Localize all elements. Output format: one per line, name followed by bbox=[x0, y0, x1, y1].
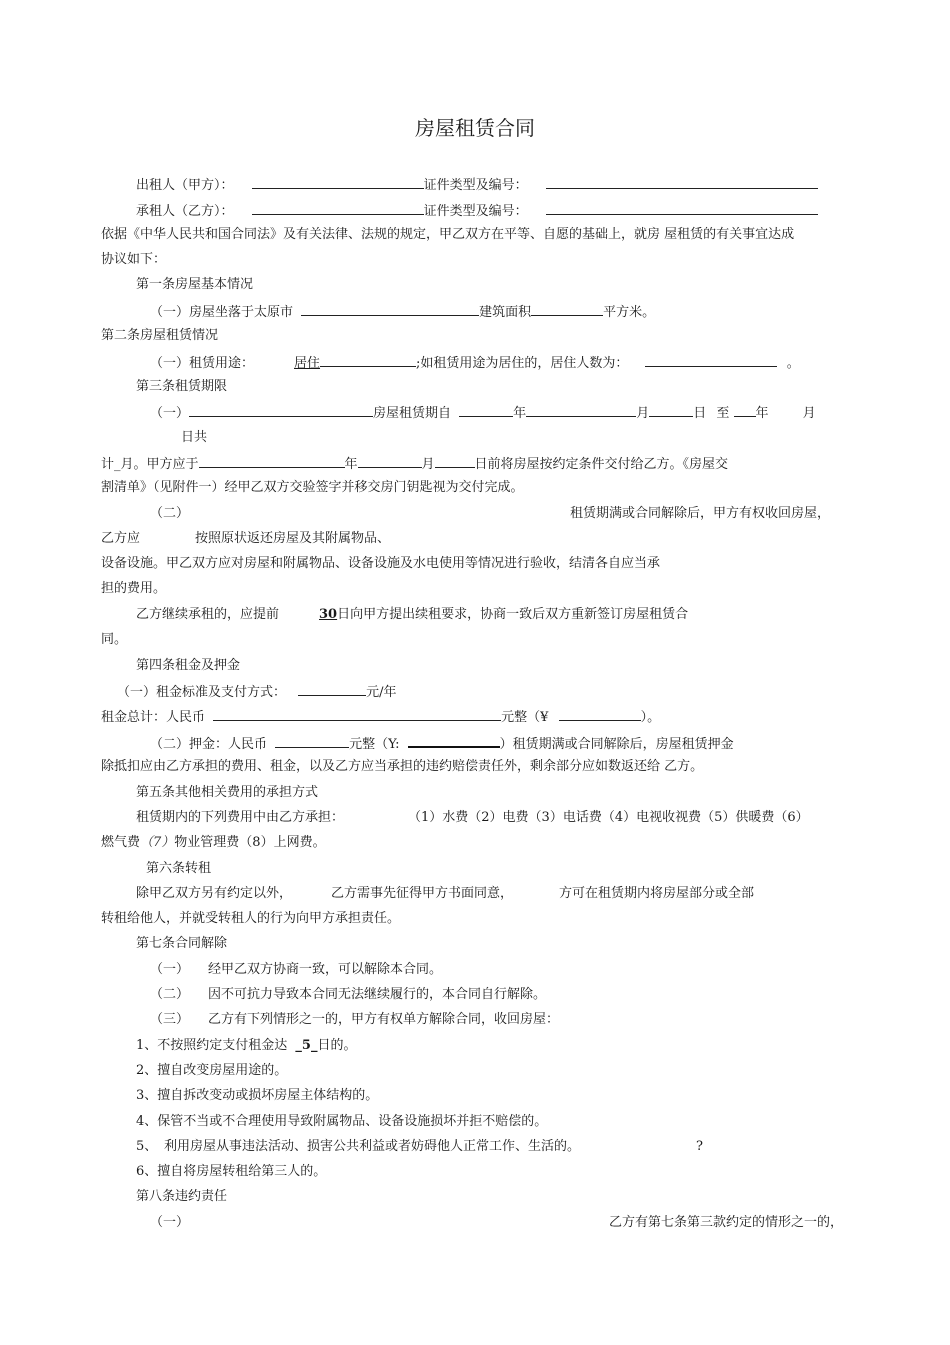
delivery-month-label: 月 bbox=[421, 457, 435, 472]
term-to-label: 至 bbox=[716, 406, 730, 421]
rent-total-figure-blank[interactable] bbox=[559, 708, 641, 721]
start-month-label: 月 bbox=[636, 406, 650, 421]
article-8-clause-1-text: 乙方有第七条第三款约定的情形之一的， bbox=[609, 1215, 844, 1230]
lessor-id-label: 证件类型及编号： bbox=[423, 178, 528, 193]
lessee-label: 承租人（乙方）： bbox=[136, 204, 234, 219]
article-3-heading: 第三条租赁期限 bbox=[136, 379, 228, 394]
rent-standard-blank[interactable] bbox=[298, 683, 366, 696]
rent-unit: 元/年 bbox=[366, 685, 397, 700]
article-5-heading: 第五条其他相关费用的承担方式 bbox=[136, 785, 319, 800]
rent-total-amount-label: 元整（¥ bbox=[501, 710, 549, 725]
article-7-case-1 bbox=[136, 1038, 356, 1054]
rent-total-end: ）。 bbox=[640, 710, 661, 725]
article-4-deposit bbox=[150, 734, 734, 753]
case-1-end: 日的。 bbox=[317, 1038, 357, 1053]
delivery-text: 日前将房屋按约定条件交付给乙方。《房屋交 bbox=[474, 457, 729, 472]
article-4-clause-1 bbox=[117, 683, 397, 701]
lessee-id-label: 证件类型及编号： bbox=[423, 204, 528, 219]
occupants-label: ;如租赁用途为居住的，居住人数为： bbox=[416, 356, 629, 371]
article-3-clause-2-num: （二） bbox=[150, 506, 190, 521]
article-7-case-4: 4、保管不当或不合理使用导致附属物品、设备设施损坏并拒不赔偿的。 bbox=[136, 1114, 548, 1129]
article-3-clause-2-text: 租赁期满或合同解除后，甲方有权收回房屋， bbox=[570, 506, 831, 521]
article-3-renewal bbox=[136, 607, 688, 623]
article-7-item-3-num: （三） bbox=[150, 1012, 190, 1027]
end-month-label: 月 bbox=[802, 406, 816, 421]
area-label: 建筑面积 bbox=[479, 305, 532, 320]
lessor-id-blank[interactable] bbox=[546, 176, 818, 189]
preamble-line-2: 协议如下： bbox=[101, 252, 167, 267]
article-3-clause-1 bbox=[150, 404, 816, 422]
renewal-label: 乙方继续承租的，应提前 bbox=[136, 607, 280, 622]
rent-total-blank[interactable] bbox=[213, 708, 501, 721]
article-7-case-5-num: 5、 bbox=[136, 1139, 158, 1154]
article-4-heading: 第四条租金及押金 bbox=[136, 658, 241, 673]
delivery-day-blank[interactable] bbox=[435, 455, 475, 468]
article-3-inspection: 设备设施。甲乙双方应对房屋和附属物品、设备设施及水电使用等情况进行验收，结清各自应当承 bbox=[101, 556, 661, 571]
article-7-case-5-mark: ? bbox=[696, 1139, 703, 1154]
article-3-return-b: 按照原状返还房屋及其附属物品、 bbox=[195, 531, 391, 546]
article-6-clause-a: 除甲乙双方另有约定以外， bbox=[136, 886, 293, 901]
rent-total-label: 租金总计：人民币 bbox=[101, 710, 206, 725]
lessee-id-blank[interactable] bbox=[546, 202, 818, 215]
article-7-item-3-text: 乙方有下列情形之一的，甲方有权单方解除合同，收回房屋： bbox=[208, 1012, 560, 1027]
article-7-case-5-text: 利用房屋从事违法活动、损害公共利益或者妨碍他人正常工作、生活的。 bbox=[164, 1139, 581, 1154]
document-title: 房屋租赁合同 bbox=[415, 116, 535, 140]
article-3-return-a: 乙方应 bbox=[101, 531, 141, 546]
deposit-figure-label: 元整（Y: bbox=[349, 737, 400, 752]
article-7-item-2-num: （二） bbox=[150, 987, 190, 1002]
location-label: （一）房屋坐落于太原市 bbox=[150, 305, 294, 320]
deposit-figure-blank[interactable] bbox=[408, 734, 500, 748]
lessor-line bbox=[136, 176, 818, 194]
article-5-clause-a: 租赁期内的下列费用中由乙方承担： bbox=[136, 810, 345, 825]
article-6-clause-c: 方可在租赁期内将房屋部分或全部 bbox=[559, 886, 755, 901]
article-2-clause-1 bbox=[150, 354, 800, 372]
article-6-clause-b: 乙方需事先征得甲方书面同意， bbox=[331, 886, 514, 901]
article-4-deposit-refund: 除抵扣应由乙方承担的费用、租金，以及乙方应当承担的违约赔偿责任外，剩余部分应如数返还给 乙方。 bbox=[101, 759, 704, 774]
article-3-fees: 担的费用。 bbox=[101, 581, 167, 596]
article-7-item-1-text: 经甲乙双方协商一致，可以解除本合同。 bbox=[208, 962, 443, 977]
term-prefix: （一） bbox=[150, 406, 190, 421]
fee-7-num: （7） bbox=[140, 835, 175, 850]
article-6-clause-d: 转租给他人，并就受转租人的行为向甲方承担责任。 bbox=[101, 911, 401, 926]
delivery-year-blank[interactable] bbox=[199, 455, 345, 468]
start-year-label: 年 bbox=[513, 406, 527, 421]
article-2-heading: 第二条房屋租赁情况 bbox=[101, 328, 219, 343]
article-8-clause-1-num: （一） bbox=[150, 1215, 190, 1230]
end-year-blank[interactable] bbox=[734, 404, 756, 417]
term-blank[interactable] bbox=[189, 404, 373, 417]
start-day-blank[interactable] bbox=[649, 404, 693, 417]
term-day-total: 日共 bbox=[181, 430, 208, 445]
renewal-days[interactable]: 30 bbox=[319, 607, 338, 622]
end-year-label: 年 bbox=[755, 406, 769, 421]
lessor-name-blank[interactable] bbox=[252, 176, 424, 189]
area-blank[interactable] bbox=[531, 303, 603, 316]
start-month-blank[interactable] bbox=[526, 404, 636, 417]
occupants-blank[interactable] bbox=[645, 354, 777, 367]
article-7-case-2: 2、擅自改变房屋用途的。 bbox=[136, 1063, 288, 1078]
delivery-month-blank[interactable] bbox=[358, 455, 422, 468]
term-start-label: 房屋租赁期自 bbox=[373, 406, 452, 421]
article-3-renewal-end: 同。 bbox=[101, 632, 128, 647]
start-year-blank[interactable] bbox=[459, 404, 513, 417]
preamble-line-1: 依据《中华人民共和国合同法》及有关法律、法规的规定，甲乙双方在平等、自愿的基础上，就房 屋租赁的有关事宜达成 bbox=[101, 227, 795, 242]
lessor-label: 出租人（甲方）： bbox=[136, 178, 234, 193]
deposit-blank[interactable] bbox=[275, 735, 349, 748]
article-3-delivery bbox=[101, 455, 728, 473]
delivery-year-label: 年 bbox=[344, 457, 358, 472]
case-1-label: 1、不按照约定支付租金达 bbox=[136, 1038, 288, 1053]
renewal-text: 日向甲方提出续租要求，协商一致后双方重新签订房屋租赁合 bbox=[337, 607, 689, 622]
article-5-fee-list-end bbox=[101, 835, 326, 851]
article-6-heading: 第六条转租 bbox=[146, 861, 212, 876]
article-1-clause-1 bbox=[150, 303, 655, 321]
deposit-text: ）租赁期满或合同解除后，房屋租赁押金 bbox=[499, 737, 734, 752]
deposit-label: （二）押金：人民币 bbox=[150, 737, 268, 752]
article-1-heading: 第一条房屋基本情况 bbox=[136, 277, 254, 292]
article-8-heading: 第八条违约责任 bbox=[136, 1189, 228, 1204]
article-5-fee-list: （1）水费（2）电费（3）电话费（4）电视收视费（5）供暖费（6） bbox=[408, 810, 809, 825]
rent-standard-label: （一）租金标准及支付方式： bbox=[117, 685, 287, 700]
use-label: （一）租赁用途： bbox=[150, 356, 255, 371]
lessee-name-blank[interactable] bbox=[252, 202, 424, 215]
use-value[interactable]: 居住 bbox=[294, 356, 321, 371]
delivery-label: 计_月。甲方应于 bbox=[101, 457, 199, 472]
use-blank[interactable] bbox=[320, 354, 416, 367]
area-unit: 平方米。 bbox=[603, 305, 656, 320]
article-4-total bbox=[101, 708, 660, 726]
gas-fee: 燃气费 bbox=[101, 835, 141, 850]
article-7-case-3: 3、擅自拆改变动或损坏房屋主体结构的。 bbox=[136, 1088, 379, 1103]
article-7-heading: 第七条合同解除 bbox=[136, 936, 228, 951]
article-7-case-6: 6、擅自将房屋转租给第三人的。 bbox=[136, 1164, 327, 1179]
lessee-line bbox=[136, 202, 818, 220]
article-7-item-1-num: （一） bbox=[150, 962, 190, 977]
location-blank[interactable] bbox=[301, 303, 479, 316]
fee-7-text: 物业管理费（8）上网费。 bbox=[174, 835, 326, 850]
article-3-handover: 割清单》（见附件一）经甲乙双方交验签字并移交房门钥匙视为交付完成。 bbox=[101, 480, 524, 495]
start-day-label: 日 bbox=[693, 406, 707, 421]
occupants-end: 。 bbox=[786, 356, 800, 371]
case-1-days[interactable]: _5_ bbox=[295, 1038, 318, 1053]
article-7-item-2-text: 因不可抗力导致本合同无法继续履行的，本合同自行解除。 bbox=[208, 987, 547, 1002]
